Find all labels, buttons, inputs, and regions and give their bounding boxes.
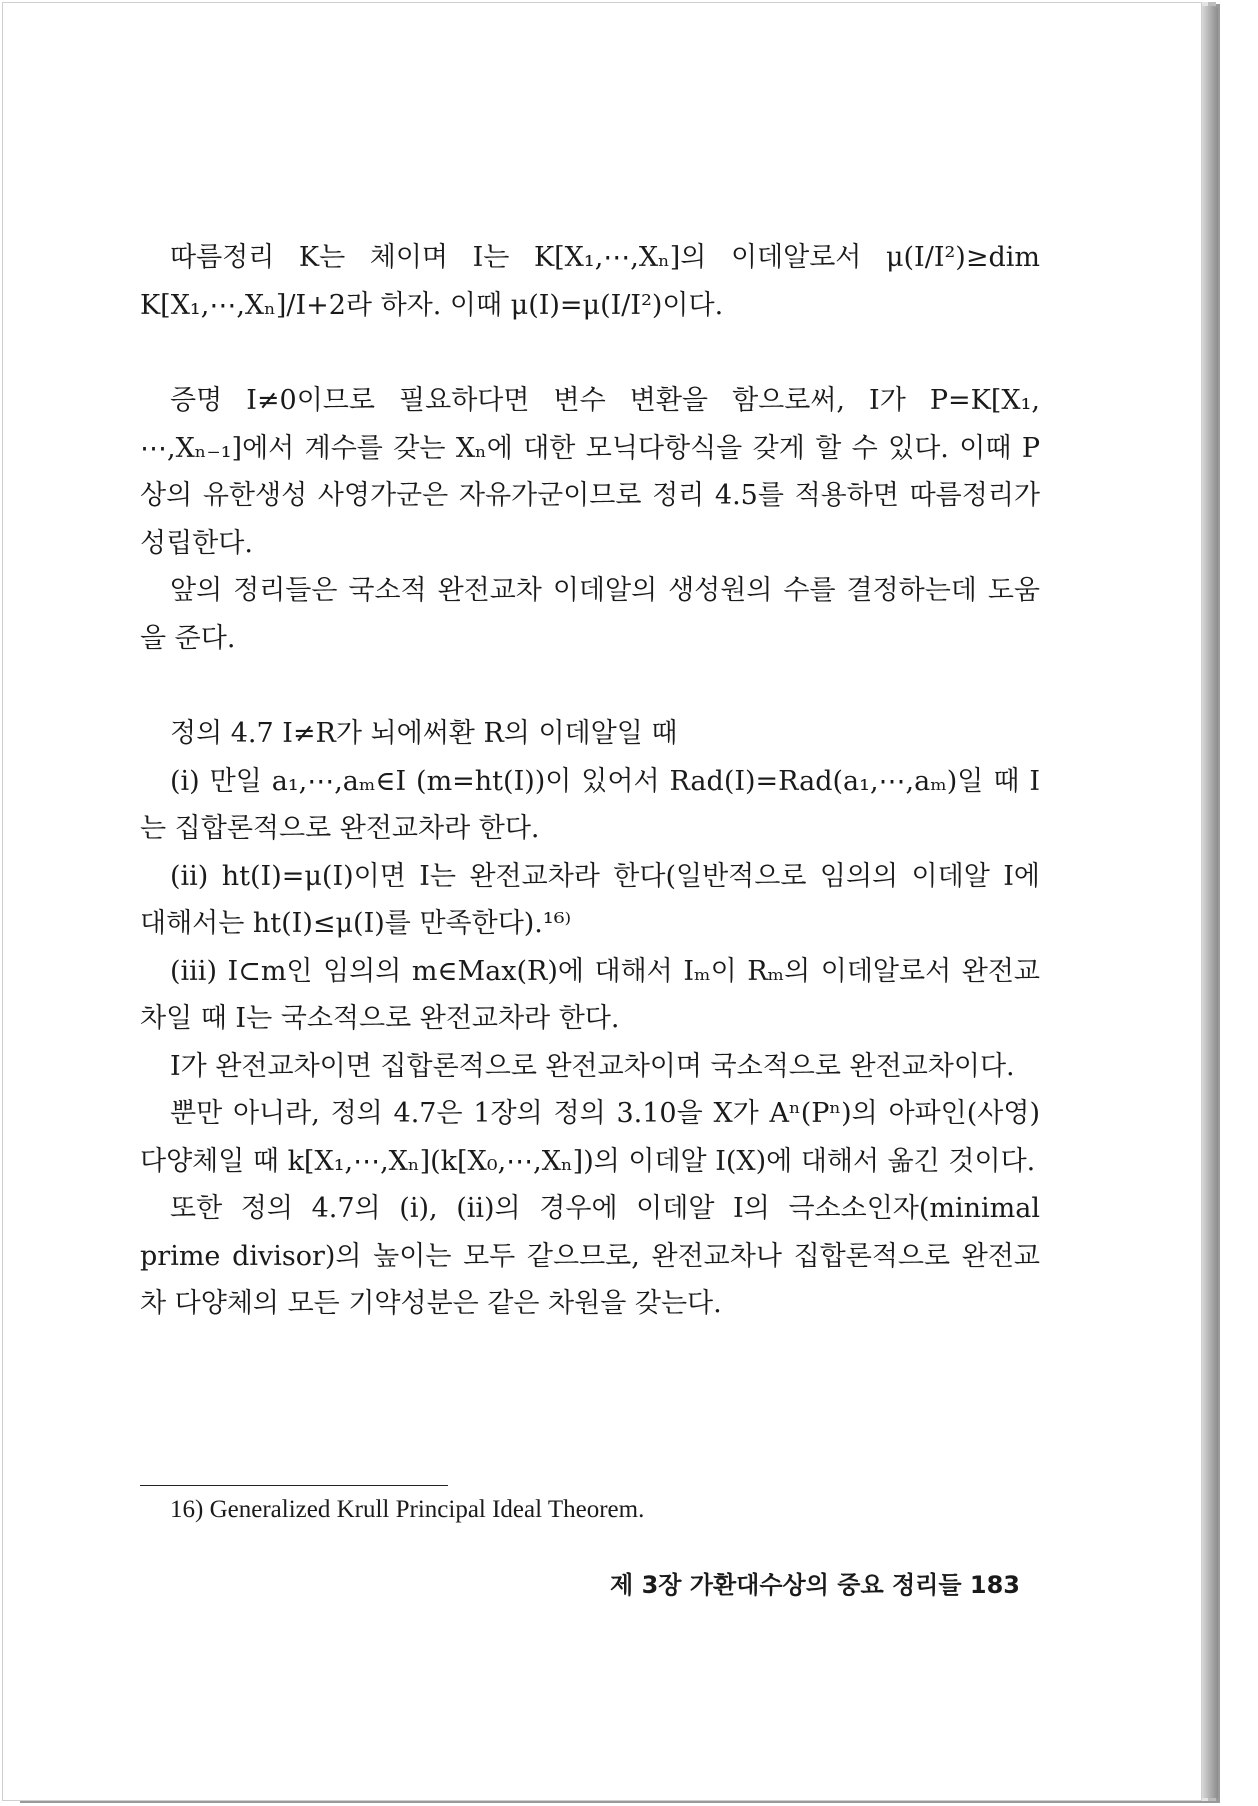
proof-paragraph: 증명 I≠0이므로 필요하다면 변수 변환을 함으로써, I가 P=K[X₁, ⋯,Xₙ₋₁]에서 계수를 갖는 Xₙ에 대한 모닉다항식을 갖게 할 수 있다. 이때 P상의 유한생성 사영가군은 자유가군이므로 정리 4.5를 적용하면 따름정리가 성립한다. xyxy=(140,385,1040,559)
footnote: 16) Generalized Krull Principal Ideal Theorem. xyxy=(170,1496,645,1523)
definition-item-iii: (iii) I⊂m인 임의의 m∈Max(R)에 대해서 Iₘ이 Rₘ의 이데알로서 완전교차일 때 I는 국소적으로 완전교차라 한다. xyxy=(140,955,1040,1034)
corollary-paragraph: 따름정리 K는 체이며 I는 K[X₁,⋯,Xₙ]의 이데알로서 μ(I/I²)≥dim K[X₁,⋯,Xₙ]/I+2라 하자. 이때 μ(I)=μ(I/I²)이다. xyxy=(140,242,1040,321)
running-footer: 제 3장 가환대수상의 중요 정리들 183 xyxy=(610,1571,1020,1599)
note-paragraph-2: 뿐만 아니라, 정의 4.7은 1장의 정의 3.10을 X가 Aⁿ(Pⁿ)의 아파인(사영)다양체일 때 k[X₁,⋯,Xₙ](k[X₀,⋯,Xₙ])의 이데알 I(X)에 대해서 옮긴 것이다. xyxy=(140,1098,1040,1177)
note-paragraph-1: I가 완전교차이면 집합론적으로 완전교차이며 국소적으로 완전교차이다. xyxy=(170,1050,1015,1082)
note-paragraph-3: 또한 정의 4.7의 (i), (ii)의 경우에 이데알 I의 극소소인자(minimal prime divisor)의 높이는 모두 같으므로, 완전교차나 집합론적으로 완전교차 다양체의 모든 기약성분은 같은 차원을 갖는다. xyxy=(140,1193,1040,1319)
section-gap xyxy=(140,662,1040,710)
page-body xyxy=(140,234,1040,1328)
page-stack-edge xyxy=(1202,6,1218,1798)
section-gap xyxy=(140,329,1040,377)
remark-paragraph: 앞의 정리들은 국소적 완전교차 이데알의 생성원의 수를 결정하는데 도움을 준다. xyxy=(140,575,1040,654)
definition-item-ii: (ii) ht(I)=μ(I)이면 I는 완전교차라 한다(일반적으로 임의의 이데알 I에 대해서는 ht(I)≤μ(I)를 만족한다).¹⁶⁾ xyxy=(140,860,1040,939)
footnote-rule xyxy=(140,1485,448,1486)
definition-item-i: (i) 만일 a₁,⋯,aₘ∈I (m=ht(I))이 있어서 Rad(I)=Rad(a₁,⋯,aₘ)일 때 I는 집합론적으로 완전교차라 한다. xyxy=(140,765,1040,844)
definition-heading: 정의 4.7 I≠R가 뇌에써환 R의 이데알일 때 xyxy=(170,718,678,749)
